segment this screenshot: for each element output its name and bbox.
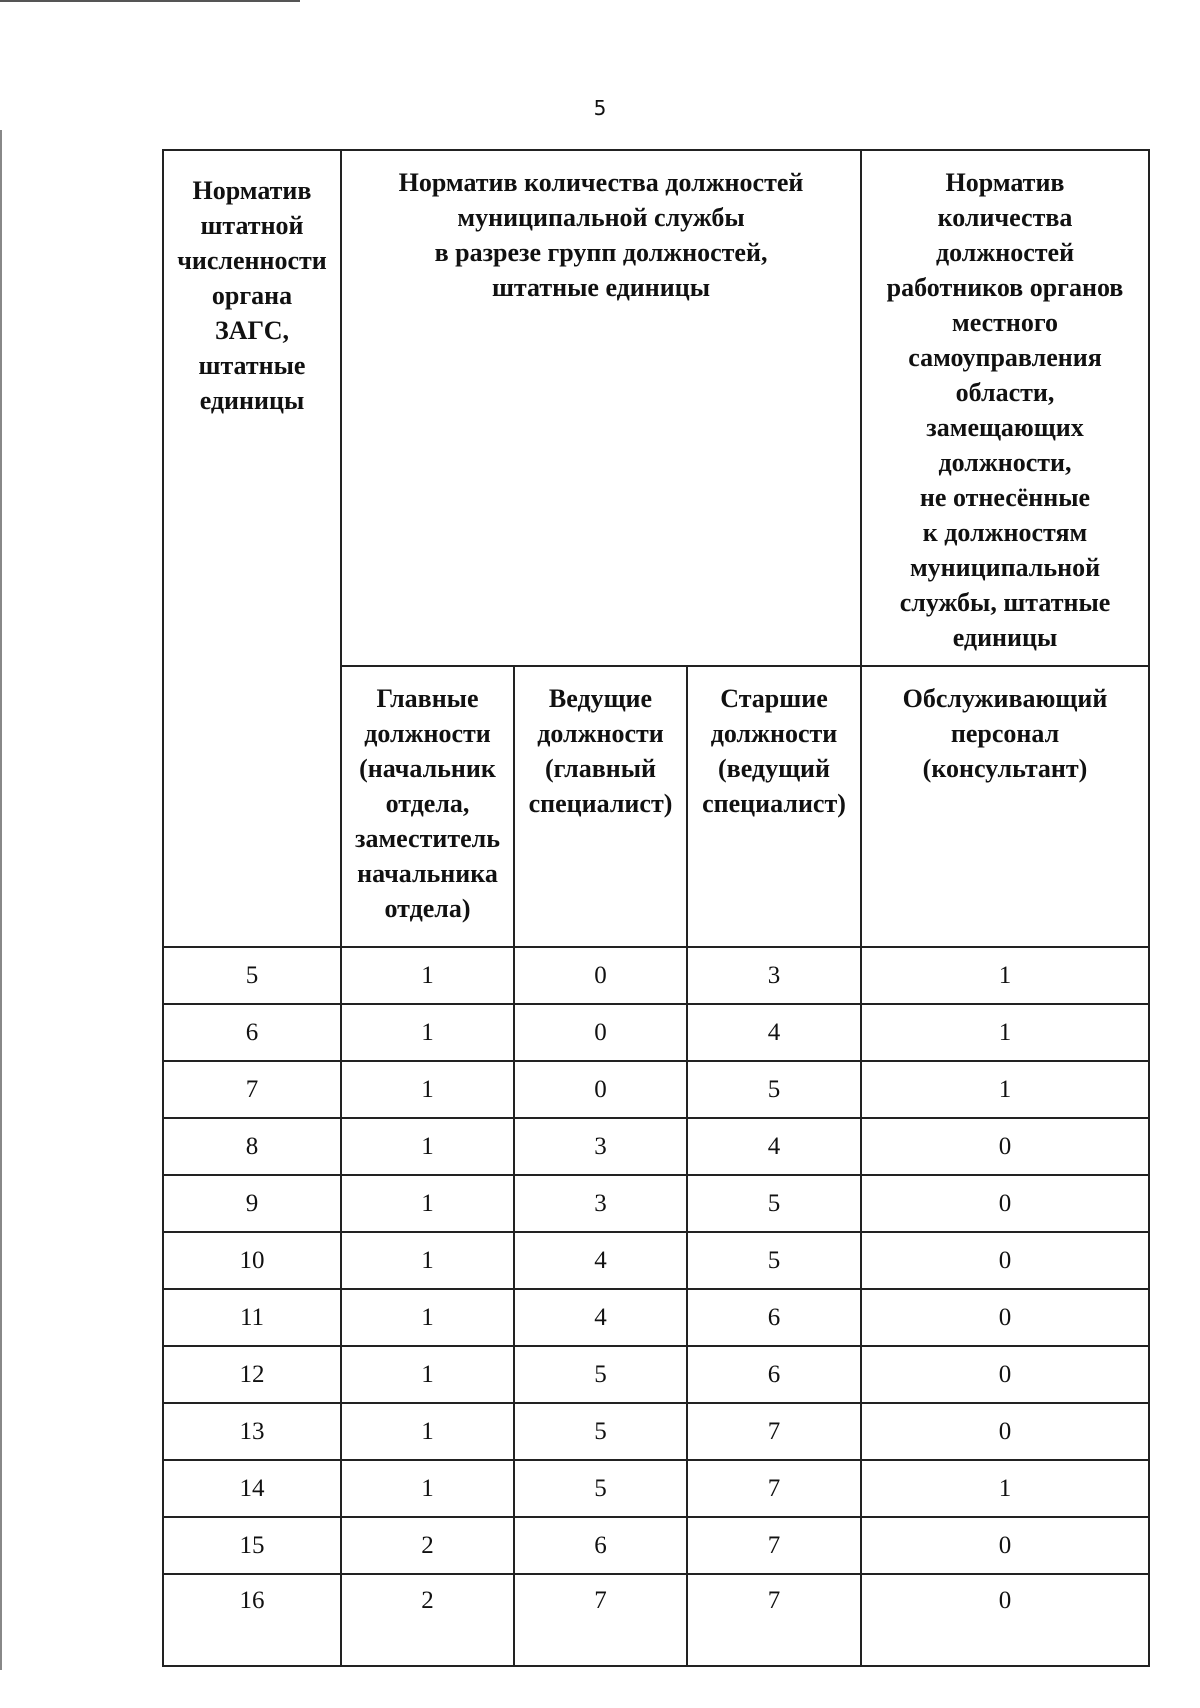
cell-leading: 5 [514, 1403, 687, 1460]
cell-service: 0 [861, 1289, 1149, 1346]
cell-senior: 7 [687, 1403, 861, 1460]
cell-main: 2 [341, 1574, 514, 1666]
cell-leading: 4 [514, 1289, 687, 1346]
header-group-norm: Норматив количества должностей муниципальной службы в разрезе групп должностей, штатные единицы [341, 150, 861, 666]
cell-main: 1 [341, 1004, 514, 1061]
cell-service: 0 [861, 1232, 1149, 1289]
table-row [163, 1289, 1149, 1346]
cell-service: 0 [861, 1403, 1149, 1460]
table-row [163, 1460, 1149, 1517]
cell-leading: 0 [514, 1061, 687, 1118]
cell-main: 2 [341, 1517, 514, 1574]
cell-senior: 7 [687, 1574, 861, 1666]
cell-service: 1 [861, 1004, 1149, 1061]
cell-staff: 11 [163, 1289, 341, 1346]
cell-senior: 4 [687, 1118, 861, 1175]
table-row [163, 1403, 1149, 1460]
cell-service: 0 [861, 1346, 1149, 1403]
cell-senior: 3 [687, 947, 861, 1004]
table-row [163, 947, 1149, 1004]
cell-main: 1 [341, 1289, 514, 1346]
cell-leading: 3 [514, 1118, 687, 1175]
cell-service: 0 [861, 1517, 1149, 1574]
cell-senior: 7 [687, 1517, 861, 1574]
cell-leading: 0 [514, 947, 687, 1004]
header-main-positions: Главные должности (начальник отдела, заместитель начальника отдела) [341, 666, 514, 947]
table-row [163, 1004, 1149, 1061]
cell-main: 1 [341, 1403, 514, 1460]
cell-leading: 7 [514, 1574, 687, 1666]
cell-staff: 12 [163, 1346, 341, 1403]
cell-staff: 16 [163, 1574, 341, 1666]
table-row [163, 1175, 1149, 1232]
cell-senior: 6 [687, 1289, 861, 1346]
staffing-norms-table [162, 149, 1150, 1667]
header-senior-positions: Старшие должности (ведущий специалист) [687, 666, 861, 947]
header-staff-norm: Норматив штатной численности органа ЗАГС, штатные единицы [163, 150, 341, 947]
cell-main: 1 [341, 1118, 514, 1175]
cell-leading: 5 [514, 1460, 687, 1517]
cell-service: 0 [861, 1175, 1149, 1232]
cell-main: 1 [341, 1175, 514, 1232]
scan-edge-mark-left [0, 130, 2, 1670]
table-row [163, 1232, 1149, 1289]
cell-senior: 5 [687, 1232, 861, 1289]
header-service-staff: Обслуживающий персонал (консультант) [861, 666, 1149, 947]
page-number: 5 [593, 96, 607, 120]
cell-leading: 0 [514, 1004, 687, 1061]
cell-staff: 5 [163, 947, 341, 1004]
cell-service: 1 [861, 1460, 1149, 1517]
cell-staff: 14 [163, 1460, 341, 1517]
table-row [163, 1118, 1149, 1175]
cell-staff: 7 [163, 1061, 341, 1118]
cell-staff: 10 [163, 1232, 341, 1289]
cell-staff: 6 [163, 1004, 341, 1061]
cell-senior: 6 [687, 1346, 861, 1403]
cell-staff: 13 [163, 1403, 341, 1460]
scan-edge-mark-top [0, 0, 300, 2]
cell-service: 0 [861, 1574, 1149, 1666]
table-row [163, 1574, 1149, 1666]
cell-leading: 6 [514, 1517, 687, 1574]
cell-senior: 5 [687, 1175, 861, 1232]
cell-main: 1 [341, 1460, 514, 1517]
cell-main: 1 [341, 947, 514, 1004]
cell-staff: 15 [163, 1517, 341, 1574]
cell-main: 1 [341, 1061, 514, 1118]
cell-leading: 3 [514, 1175, 687, 1232]
table-row [163, 1061, 1149, 1118]
cell-main: 1 [341, 1232, 514, 1289]
header-leading-positions: Ведущие должности (главный специалист) [514, 666, 687, 947]
table-row [163, 1346, 1149, 1403]
cell-main: 1 [341, 1346, 514, 1403]
cell-service: 1 [861, 947, 1149, 1004]
cell-staff: 9 [163, 1175, 341, 1232]
cell-senior: 5 [687, 1061, 861, 1118]
cell-senior: 4 [687, 1004, 861, 1061]
cell-service: 1 [861, 1061, 1149, 1118]
cell-leading: 5 [514, 1346, 687, 1403]
header-other-positions-norm: Норматив количества должностей работников органов местного самоуправления области, замещающих должности, не отнесённые к должностям муниципальной службы, штатные единицы [861, 150, 1149, 666]
table-row [163, 1517, 1149, 1574]
cell-senior: 7 [687, 1460, 861, 1517]
cell-staff: 8 [163, 1118, 341, 1175]
cell-service: 0 [861, 1118, 1149, 1175]
cell-leading: 4 [514, 1232, 687, 1289]
header-row-top [163, 150, 1149, 666]
